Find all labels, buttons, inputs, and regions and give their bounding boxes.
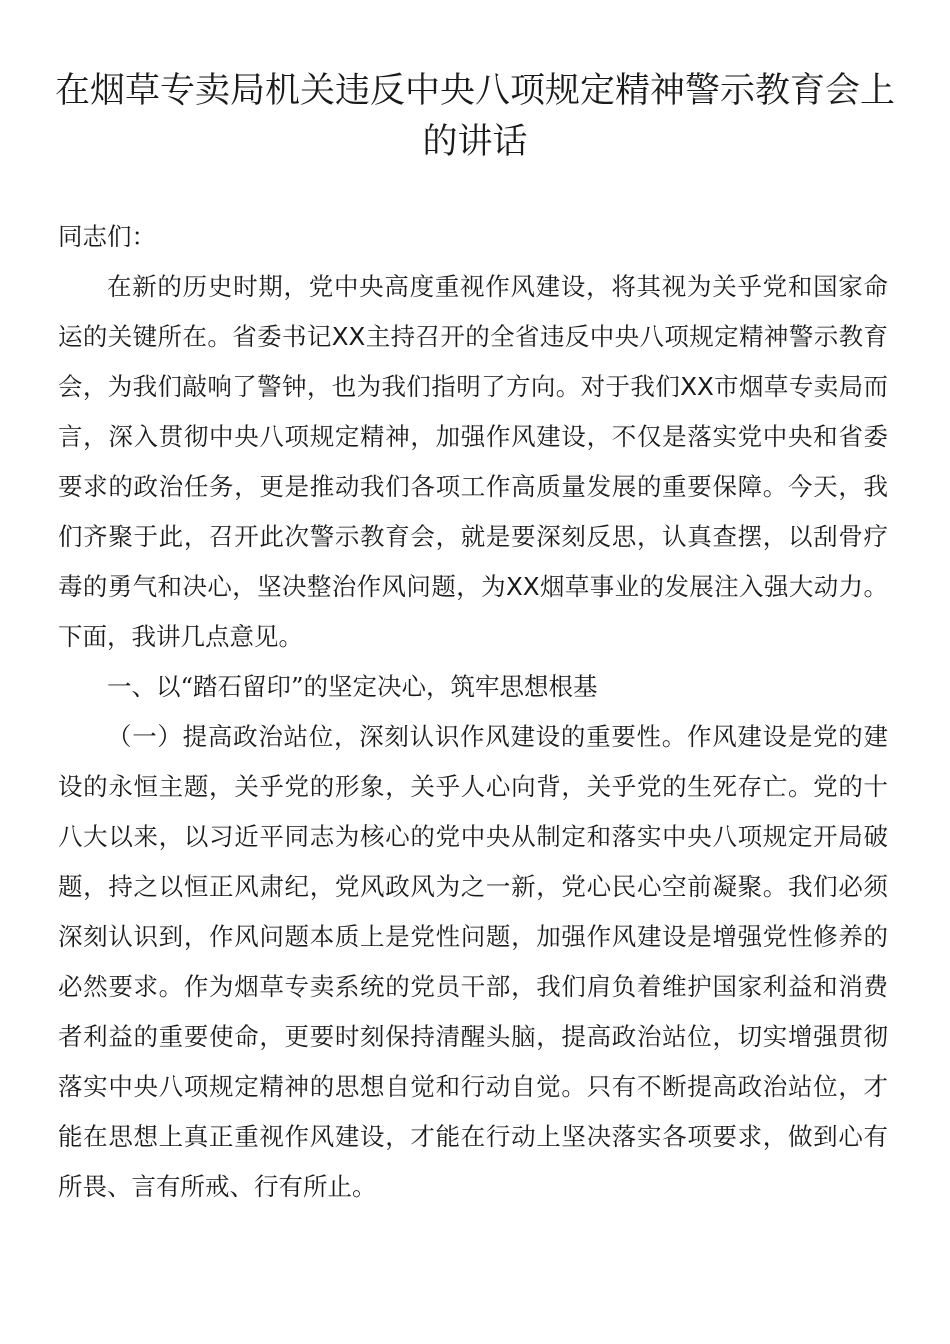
intro-paragraph: 在新的历史时期，党中央高度重视作风建设，将其视为关乎党和国家命运的关键所在。省委书记XX主持召开的全省违反中央八项规定精神警示教育会，为我们敲响了警钟，也为我们指明了方向。对于我们XX市烟草专卖局而言，深入贯彻中央八项规定精神，加强作风建设，不仅是落实党中央和省委要求的政治任务，更是推动我们各项工作高质量发展的重要保障。今天，我们齐聚于此，召开此次警示教育会，就是要深刻反思，认真查摆，以刮骨疗毒的勇气和决心，坚决整治作风问题，为XX烟草事业的发展注入强大动力。下面，我讲几点意见。 — [58, 272, 888, 651]
document-body — [58, 212, 888, 1212]
section-heading: 一、以“踏石留印”的坚定决心，筑牢思想根基 — [107, 672, 598, 701]
salutation: 同志们： — [58, 222, 156, 251]
body-paragraph: （一）提高政治站位，深刻认识作风建设的重要性。作风建设是党的建设的永恒主题，关乎党的形象，关乎人心向背，关乎党的生死存亡。党的十八大以来，以习近平同志为核心的党中央从制定和落实中央八项规定开局破题，持之以恒正风肃纪，党风政风为之一新，党心民心空前凝聚。我们必须深刻认识到，作风问题本质上是党性问题，加强作风建设是增强党性修养的必然要求。作为烟草专卖系统的党员干部，我们肩负着维护国家利益和消费者利益的重要使命，更要时刻保持清醒头脑，提高政治站位，切实增强贯彻落实中央八项规定精神的思想自觉和行动自觉。只有不断提高政治站位，才能在思想上真正重视作风建设，才能在行动上坚决落实各项要求，做到心有所畏、言有所戒、行有所止。 — [58, 722, 888, 1201]
document-title: 在烟草专卖局机关违反中央八项规定精神警示教育会上的讲话 — [54, 71, 895, 162]
